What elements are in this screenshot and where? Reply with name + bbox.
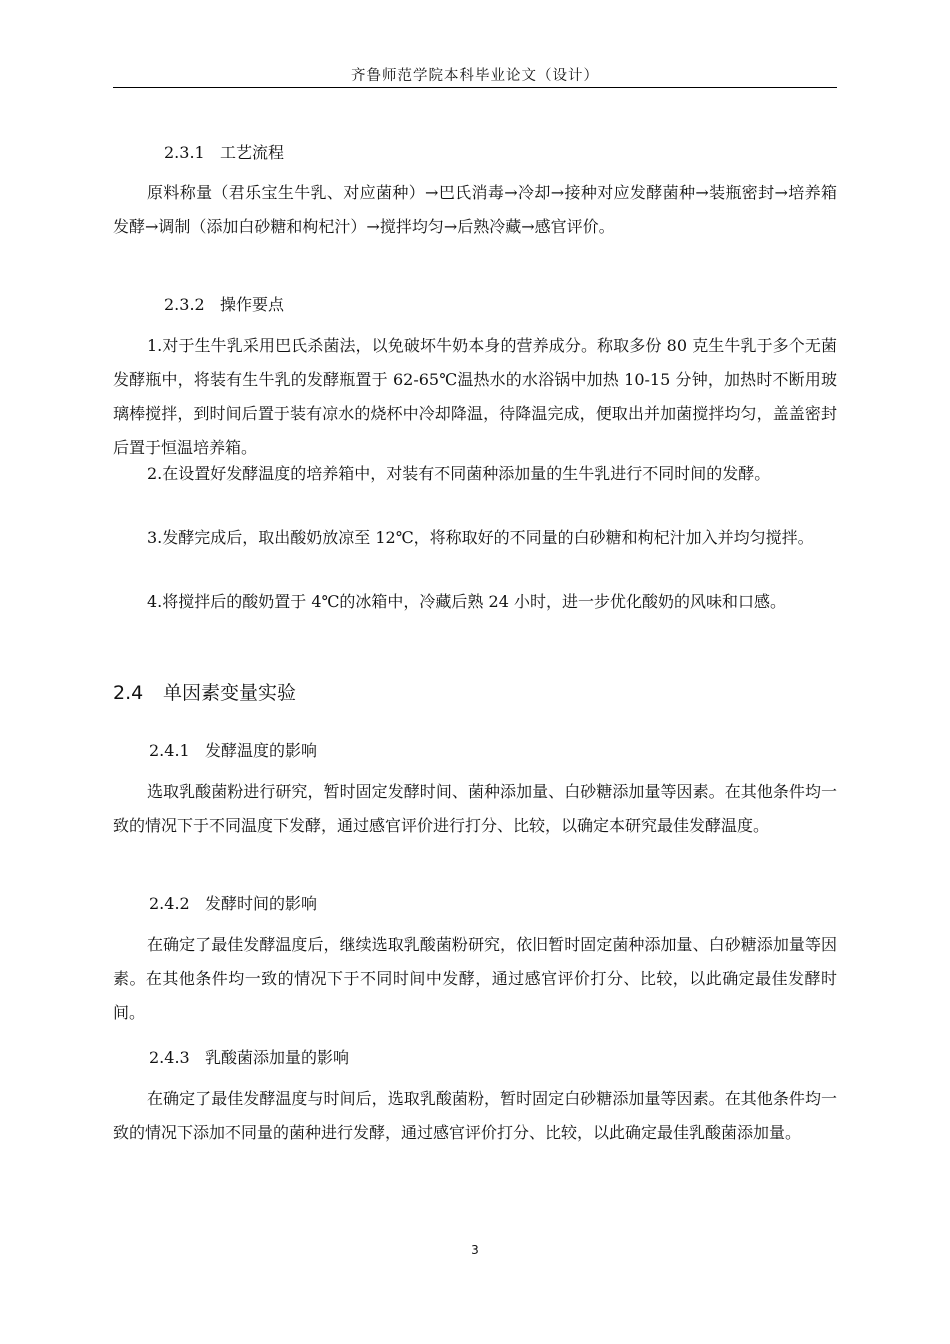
paragraph-fermentation-time: 在确定了最佳发酵温度后，继续选取乳酸菌粉研究，依旧暂时固定菌种添加量、白砂糖添加量等因素。在其他条件均一致的情况下于不同时间中发酵，通过感官评价打分、比较，以此确定最佳发酵时间。 bbox=[113, 935, 837, 1022]
paragraph-lactobacillus-amount: 在确定了最佳发酵温度与时间后，选取乳酸菌粉，暂时固定白砂糖添加量等因素。在其他条件均一致的情况下添加不同量的菌种进行发酵，通过感官评价打分、比较，以此确定最佳乳酸菌添加量。 bbox=[113, 1089, 837, 1142]
subsection-heading-2-4-3 bbox=[149, 1045, 349, 1068]
subsection-heading-2-4-1 bbox=[149, 738, 317, 761]
operation-step-4: 4.将搅拌后的酸奶置于 4℃的冰箱中，冷藏后熟 24 小时，进一步优化酸奶的风味和口感。 bbox=[147, 592, 786, 611]
operation-step-2: 2.在设置好发酵温度的培养箱中，对装有不同菌种添加量的生牛乳进行不同时间的发酵。 bbox=[147, 464, 771, 483]
subsection-heading-2-4-2 bbox=[149, 891, 317, 914]
header-rule bbox=[113, 87, 837, 88]
subsection-number: 2.4.3 bbox=[149, 1048, 190, 1067]
subsection-number: 2.3.2 bbox=[164, 295, 205, 314]
subsection-title: 发酵时间的影响 bbox=[205, 894, 318, 913]
subsection-title: 发酵温度的影响 bbox=[205, 741, 318, 760]
subsection-heading-2-3-1 bbox=[164, 140, 284, 163]
operation-step-3: 3.发酵完成后，取出酸奶放凉至 12℃，将称取好的不同量的白砂糖和枸杞汁加入并均匀搅拌。 bbox=[147, 528, 814, 547]
subsection-title: 工艺流程 bbox=[220, 143, 285, 162]
running-header: 齐鲁师范学院本科毕业论文（设计） bbox=[351, 68, 599, 84]
section-number: 2.4 bbox=[113, 682, 144, 704]
subsection-number: 2.4.2 bbox=[149, 894, 190, 913]
operation-step-1: 1.对于生牛乳采用巴氏杀菌法，以免破坏牛奶本身的营养成分。称取多份 80 克生牛乳于多个无菌发酵瓶中，将装有生牛乳的发酵瓶置于 62-65℃温热水的水浴锅中加热 10-15 分钟，加热时不断用玻璃棒搅拌，到时间后置于装有凉水的烧杯中冷却降温，待降温完成，便取出并加菌搅拌均匀，盖盖密封后置于恒温培养箱。 bbox=[113, 336, 837, 457]
subsection-number: 2.3.1 bbox=[164, 143, 205, 162]
subsection-number: 2.4.1 bbox=[149, 741, 190, 760]
subsection-heading-2-3-2 bbox=[164, 292, 284, 315]
paragraph-process-flow: 原料称量（君乐宝生牛乳、对应菌种）→巴氏消毒→冷却→接种对应发酵菌种→装瓶密封→培养箱发酵→调制（添加白砂糖和枸杞汁）→搅拌均匀→后熟冷藏→感官评价。 bbox=[113, 183, 837, 236]
page-number: 3 bbox=[471, 1243, 479, 1257]
section-title: 单因素变量实验 bbox=[163, 682, 297, 704]
section-heading-2-4 bbox=[113, 678, 296, 705]
subsection-title: 乳酸菌添加量的影响 bbox=[205, 1048, 350, 1067]
subsection-title: 操作要点 bbox=[220, 295, 285, 314]
paragraph-fermentation-temperature: 选取乳酸菌粉进行研究，暂时固定发酵时间、菌种添加量、白砂糖添加量等因素。在其他条件均一致的情况下于不同温度下发酵，通过感官评价进行打分、比较，以确定本研究最佳发酵温度。 bbox=[113, 782, 837, 835]
